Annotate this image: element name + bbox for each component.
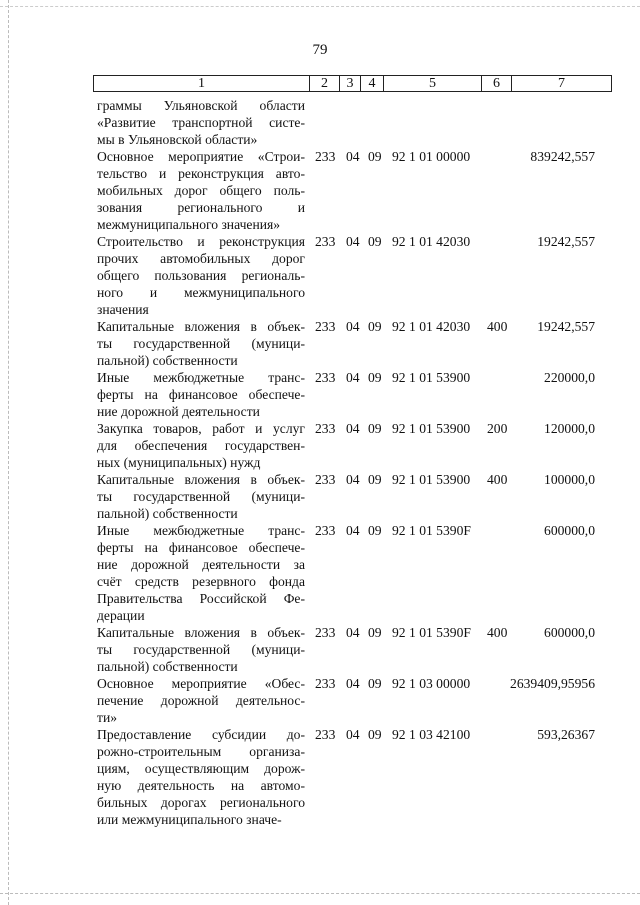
row-8-text-line: ты государственной (муници- [97,642,305,657]
row-4-c2: 233 [315,370,336,385]
row-8-text-line: пальной) собственности [97,659,238,674]
row-4-c3: 04 [346,370,360,385]
header-cell-3: 3 [339,75,361,92]
row-2-c3: 04 [346,234,360,249]
row-8-c2: 233 [315,625,336,640]
row-1-c4: 09 [368,149,382,164]
row-6-text-line: Капитальные вложения в объек- [97,472,305,487]
row-10-text-line: циям, осуществляющим дорож- [97,761,305,776]
row-2-c5: 92 1 01 42030 [392,234,471,249]
header-cell-7: 7 [511,75,612,92]
row-5-c6: 200 [487,421,508,436]
row-4-c4: 09 [368,370,382,385]
row-2-text-line: ного и межмуниципального [97,285,305,300]
row-10-text-line: или межмуниципального значе- [97,812,282,827]
row-2-text-line: Строительство и реконструкция [97,234,305,249]
row-3-c7: 19242,557 [537,319,595,334]
row-4-c7: 220000,0 [544,370,595,385]
row-8-c4: 09 [368,625,382,640]
row-2-c2: 233 [315,234,336,249]
row-8-c6: 400 [487,625,508,640]
row-7-c3: 04 [346,523,360,538]
row-0-text-line: мы в Ульяновской области» [97,132,258,147]
row-4-text-line: Иные межбюджетные транс- [97,370,305,385]
row-7-c2: 233 [315,523,336,538]
row-7-text-line: ние дорожной деятельности за [97,557,305,572]
row-9-text-line: Основное мероприятие «Обес- [97,676,305,691]
row-5-text-line: Закупка товаров, работ и услуг [97,421,305,436]
row-1-c3: 04 [346,149,360,164]
row-8-c3: 04 [346,625,360,640]
row-10-c4: 09 [368,727,382,742]
row-3-text-line: ты государственной (муници- [97,336,305,351]
row-5-c2: 233 [315,421,336,436]
row-10-c5: 92 1 03 42100 [392,727,471,742]
row-3-c6: 400 [487,319,508,334]
row-9-c5: 92 1 03 00000 [392,676,471,691]
row-4-text-line: ферты на финансовое обеспече- [97,387,305,402]
row-7-c4: 09 [368,523,382,538]
row-7-text-line: ферты на финансовое обеспече- [97,540,305,555]
row-9-text-line: ти» [97,710,118,725]
row-1-text-line: межмуниципального значения» [97,217,281,232]
header-cell-5: 5 [383,75,482,92]
row-10-text-line: Предоставление субсидии до- [97,727,305,742]
row-6-text-line: ты государственной (муници- [97,489,305,504]
scan-border-top [0,6,640,7]
row-6-c6: 400 [487,472,508,487]
row-9-c4: 09 [368,676,382,691]
row-7-text-line: Иные межбюджетные транс- [97,523,305,538]
row-5-c7: 120000,0 [544,421,595,436]
row-10-c3: 04 [346,727,360,742]
header-cell-1: 1 [93,75,310,92]
row-1-text-line: тельство и реконструкция авто- [97,166,305,181]
row-0-text-line: «Развитие транспортной систе- [97,115,305,130]
row-4-text-line: ние дорожной деятельности [97,404,260,419]
row-7-text-line: Правительства Российской Фе- [97,591,305,606]
row-3-text-line: Капитальные вложения в объек- [97,319,305,334]
row-3-c4: 09 [368,319,382,334]
row-2-text-line: прочих автомобильных дорог [97,251,305,266]
scan-border-bottom [0,893,640,894]
row-9-c3: 04 [346,676,360,691]
row-10-text-line: бильных дорогах регионального [97,795,305,810]
scan-border-left [8,0,9,905]
row-9-text-line: печение дорожной деятельнос- [97,693,305,708]
row-9-c2: 233 [315,676,336,691]
header-cell-6: 6 [481,75,512,92]
row-9-c7: 2639409,95956 [510,676,595,691]
page-number: 79 [312,42,328,58]
row-10-text-line: рожно-строительным организа- [97,744,305,759]
row-6-c2: 233 [315,472,336,487]
row-1-text-line: Основное мероприятие «Строи- [97,149,305,164]
row-7-c7: 600000,0 [544,523,595,538]
row-3-c2: 233 [315,319,336,334]
row-6-text-line: пальной) собственности [97,506,238,521]
header-cell-4: 4 [360,75,384,92]
row-1-c7: 839242,557 [530,149,595,164]
row-7-text-line: счёт средств резервного фонда [97,574,305,589]
row-6-c3: 04 [346,472,360,487]
row-10-text-line: ную деятельность на автомо- [97,778,305,793]
row-7-text-line: дерации [97,608,145,623]
row-8-text-line: Капитальные вложения в объек- [97,625,305,640]
header-cell-2: 2 [309,75,340,92]
row-7-c5: 92 1 01 5390F [392,523,471,538]
row-1-c2: 233 [315,149,336,164]
row-5-c4: 09 [368,421,382,436]
row-4-c5: 92 1 01 53900 [392,370,471,385]
row-6-c7: 100000,0 [544,472,595,487]
row-2-text-line: общего пользования региональ- [97,268,305,283]
row-5-c3: 04 [346,421,360,436]
row-2-c7: 19242,557 [537,234,595,249]
row-3-c5: 92 1 01 42030 [392,319,471,334]
row-6-c5: 92 1 01 53900 [392,472,471,487]
row-10-c7: 593,26367 [537,727,595,742]
row-10-c2: 233 [315,727,336,742]
row-1-text-line: мобильных дорог общего поль- [97,183,305,198]
row-8-c7: 600000,0 [544,625,595,640]
row-2-c4: 09 [368,234,382,249]
row-6-c4: 09 [368,472,382,487]
row-5-text-line: для обеспечения государствен- [97,438,305,453]
row-0-text-line: граммы Ульяновской области [97,98,305,113]
row-5-text-line: ных (муниципальных) нужд [97,455,261,470]
row-5-c5: 92 1 01 53900 [392,421,471,436]
row-2-text-line: значения [97,302,149,317]
row-1-text-line: зования регионального и [97,200,305,215]
row-3-text-line: пальной) собственности [97,353,238,368]
row-3-c3: 04 [346,319,360,334]
row-1-c5: 92 1 01 00000 [392,149,471,164]
row-8-c5: 92 1 01 5390F [392,625,471,640]
